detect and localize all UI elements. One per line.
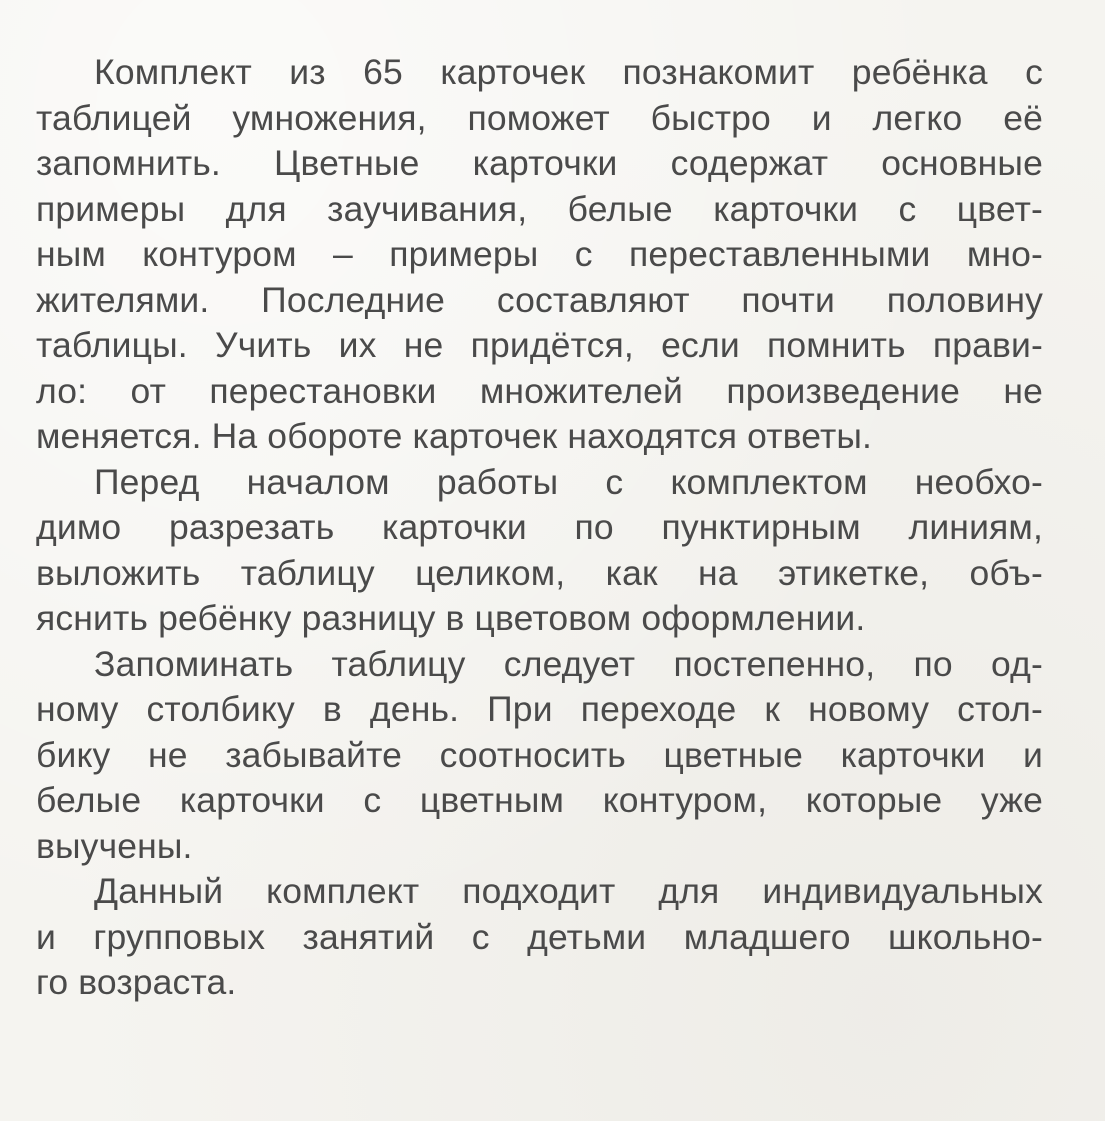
paragraph-2-line-2: димо разрезать карточки по пунктирным линиям, xyxy=(36,507,1043,547)
paragraph-1-line-7: таблицы. Учить их не придётся, если помнить прави- xyxy=(36,325,1043,365)
paragraph-1-line-5: ным контуром – примеры с переставленными мно- xyxy=(36,234,1043,274)
paragraph-3-line-5: выучены. xyxy=(36,825,193,866)
paragraph-3-line-1: Запоминать таблицу следует постепенно, по од- xyxy=(94,643,1043,684)
paragraph-3-line-2: ному столбику в день. При переходе к новому стол- xyxy=(36,689,1043,729)
paragraph-1-line-9: меняется. На обороте карточек находятся ответы. xyxy=(36,416,873,456)
paragraph-1-line-6: жителями. Последние составляют почти половину xyxy=(36,279,1043,320)
paragraph-2-line-1: Перед началом работы с комплектом необхо- xyxy=(94,461,1043,502)
paragraph-1-line-1: Комплект из 65 карточек познакомит ребёнка с xyxy=(94,52,1043,92)
paragraph-4-line-1: Данный комплект подходит для индивидуальных xyxy=(94,871,1043,911)
paragraph-1-line-8: ло: от перестановки множителей произведение не xyxy=(36,370,1043,411)
paragraph-4-line-3: го возраста. xyxy=(36,962,237,1002)
paragraph-1-line-4: примеры для заучивания, белые карточки с цвет- xyxy=(36,188,1043,229)
paragraph-3-line-4: белые карточки с цветным контуром, которые уже xyxy=(36,780,1043,820)
description-text xyxy=(36,50,1043,1006)
paragraph-3-line-3: бику не забывайте соотносить цветные карточки и xyxy=(36,734,1043,775)
paragraph-4-line-2: и групповых занятий с детьми младшего школьно- xyxy=(36,916,1043,957)
paragraph-1-line-3: запомнить. Цветные карточки содержат основные xyxy=(36,143,1043,183)
paragraph-1-line-2: таблицей умножения, поможет быстро и легко её xyxy=(36,97,1043,138)
paragraph-2-line-4: яснить ребёнку разницу в цветовом оформлении. xyxy=(36,598,866,638)
paragraph-2-line-3: выложить таблицу целиком, как на этикетке, объ- xyxy=(36,552,1043,593)
